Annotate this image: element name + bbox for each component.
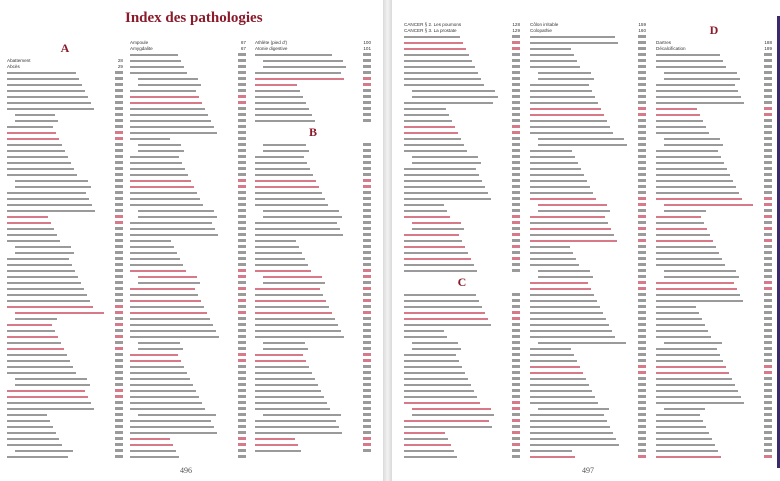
index-entry-page: 160 [638, 28, 646, 33]
index-entry-label: Ampoule [130, 40, 149, 45]
index-entry-page: 100 [363, 40, 371, 45]
index-entry-label: Abattement [7, 58, 31, 63]
index-column-1 [7, 40, 123, 460]
index-entry-page: 67 [240, 40, 246, 45]
section-letter: C [457, 275, 467, 289]
index-column-4 [404, 22, 520, 460]
index-entry-placeholder [404, 268, 520, 274]
index-entry-label: Atonie digestive [255, 46, 288, 51]
index-column-2 [130, 40, 246, 460]
book-gutter [383, 0, 392, 481]
index-entry-page: 29 [117, 64, 123, 69]
index-entry-label: Amygdalite [130, 46, 153, 51]
section-letter: B [308, 125, 317, 139]
index-entry-page: 129 [512, 28, 520, 33]
index-entry-placeholder [255, 118, 371, 124]
page-number-left: 496 [180, 466, 192, 475]
left-page [0, 0, 383, 481]
right-page [392, 0, 780, 481]
index-entry-page: 128 [512, 22, 520, 27]
index-entry-placeholder [255, 448, 371, 454]
index-entry-label: Décalcification [656, 46, 686, 51]
index-entry-page: 28 [117, 58, 123, 63]
section-letter: A [60, 41, 70, 55]
section-letter: D [709, 23, 719, 37]
page-number-right: 497 [582, 466, 594, 475]
index-column-5 [530, 22, 646, 460]
index-entry-label: CANCER § 2. Les poumons [404, 22, 462, 27]
index-entry-label: Abcès [7, 64, 20, 69]
index-entry-page: 189 [764, 46, 772, 51]
index-column-3 [255, 40, 371, 460]
index-column-6 [656, 22, 772, 460]
index-entry-page: 101 [363, 46, 371, 51]
index-entry-label: Côlon irritable [530, 22, 559, 27]
index-entry-label: CANCER § 3. La prostate [404, 28, 457, 33]
index-entry-label: Colopathie [530, 28, 552, 33]
index-entry-page: 67 [240, 46, 246, 51]
index-entry-page: 188 [764, 40, 772, 45]
index-entry-label: Athlète (pied d') [255, 40, 288, 45]
index-entry-label: Dartres [656, 40, 672, 45]
index-entry-page: 159 [638, 22, 646, 27]
page-title: Index des pathologies [125, 10, 263, 26]
